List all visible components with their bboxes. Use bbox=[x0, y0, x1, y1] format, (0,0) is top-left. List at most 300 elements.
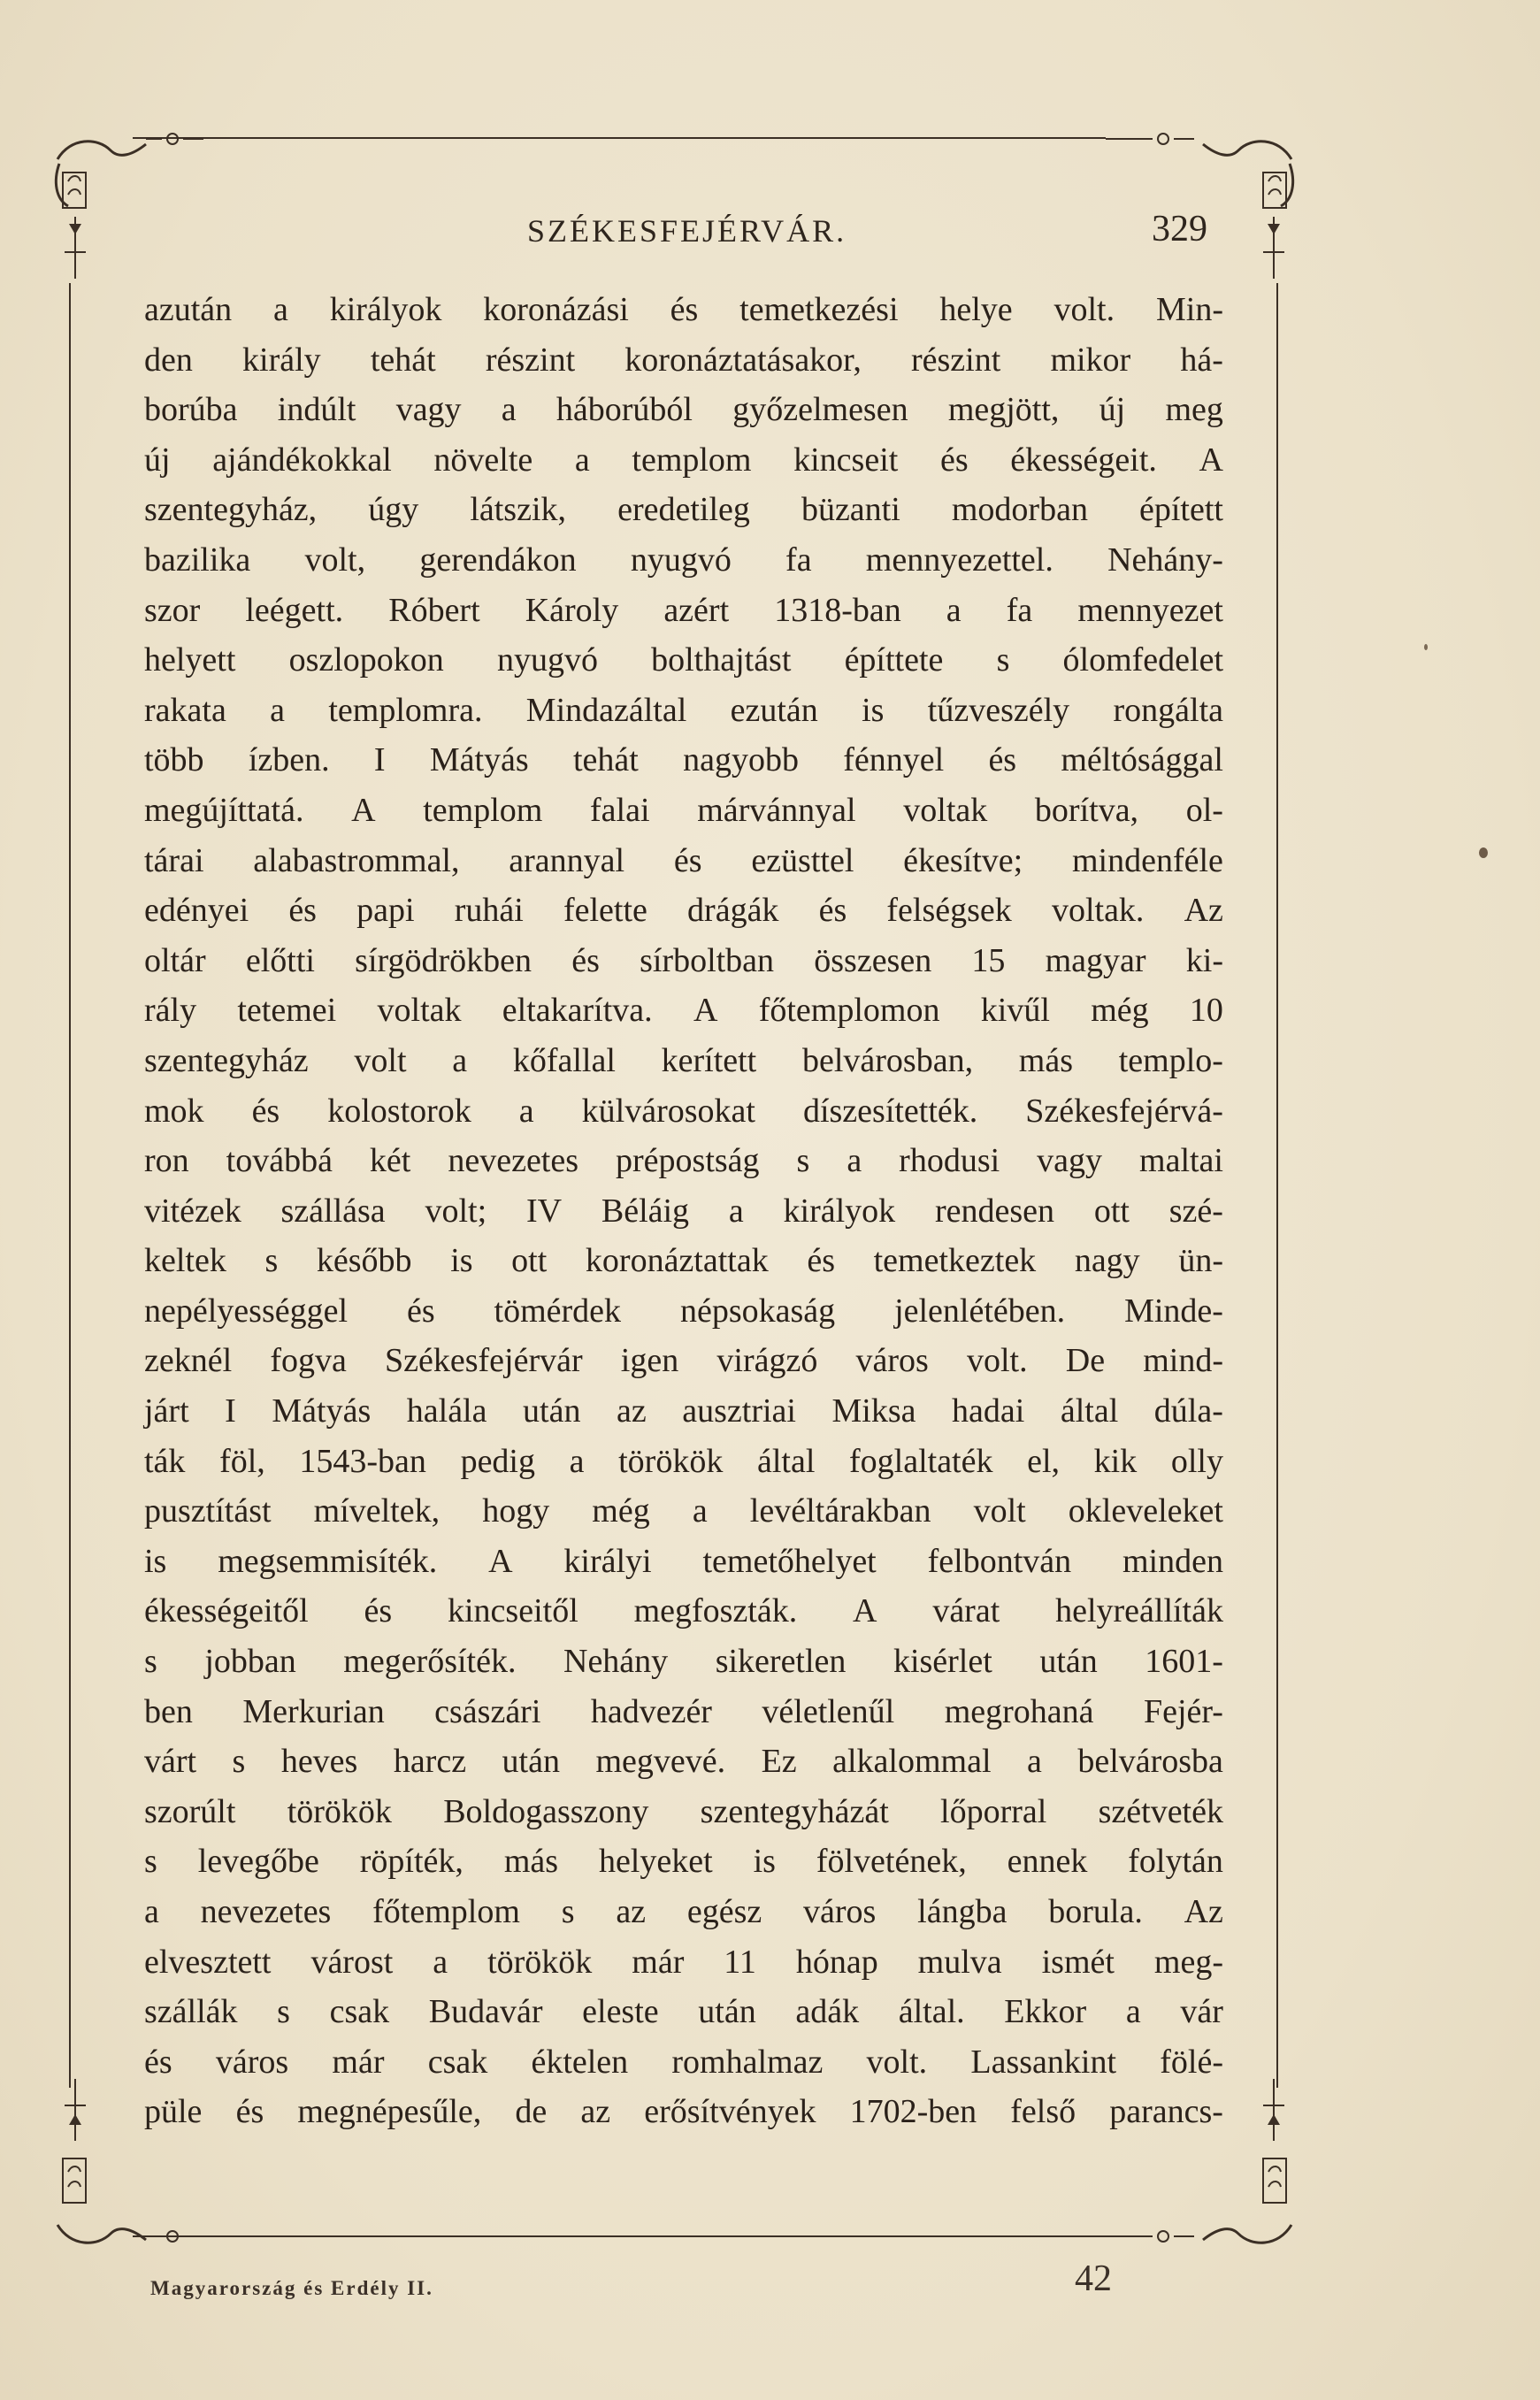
word: főtemplom bbox=[372, 1893, 520, 1930]
word: koronázási bbox=[483, 291, 629, 328]
word: szentegyházát bbox=[700, 1792, 889, 1830]
word: törökök bbox=[618, 1442, 724, 1480]
word: püle bbox=[144, 2093, 203, 2131]
word: több bbox=[144, 741, 204, 779]
word: foglaltaték bbox=[849, 1442, 993, 1480]
word: törökök bbox=[287, 1792, 392, 1830]
text-line bbox=[144, 836, 1223, 886]
word: még bbox=[592, 1492, 650, 1530]
word: a bbox=[847, 1142, 862, 1180]
word: mennyezet bbox=[1077, 591, 1223, 629]
word: rendesen bbox=[934, 1192, 1055, 1230]
word: és bbox=[670, 291, 699, 328]
bottom-rule bbox=[133, 2235, 1106, 2237]
text-line bbox=[144, 1586, 1223, 1637]
word: megvevé. bbox=[595, 1743, 726, 1781]
word: szállása bbox=[280, 1192, 386, 1230]
word: felbontván bbox=[927, 1542, 1072, 1580]
word: a bbox=[728, 1192, 744, 1230]
word: templo- bbox=[1118, 1041, 1223, 1079]
word: Mátyás bbox=[429, 741, 529, 779]
word: A bbox=[1199, 441, 1223, 479]
word: még bbox=[1091, 992, 1149, 1030]
word: fölvetének, bbox=[816, 1843, 967, 1881]
word: és bbox=[807, 1242, 835, 1280]
word: királyok bbox=[329, 291, 442, 328]
word: ezüsttel bbox=[751, 841, 854, 879]
text-line bbox=[144, 985, 1223, 1036]
word: s bbox=[561, 1893, 575, 1930]
word: ékesítve; bbox=[903, 841, 1023, 879]
word: temetkezési bbox=[739, 291, 899, 328]
word: rály bbox=[144, 992, 197, 1030]
word: eltakarítva. bbox=[502, 992, 653, 1030]
word: oltár bbox=[144, 941, 206, 979]
word: felső bbox=[1010, 2093, 1076, 2131]
word: ol- bbox=[1185, 791, 1223, 829]
text-line bbox=[144, 485, 1223, 535]
word: háborúból bbox=[555, 391, 693, 429]
signature-line: Magyarország és Erdély II. bbox=[150, 2277, 433, 2299]
word: ékességeitől bbox=[144, 1592, 309, 1630]
text-line bbox=[144, 2037, 1223, 2088]
word: 15 bbox=[971, 941, 1006, 979]
word: után bbox=[523, 1392, 581, 1430]
word: rongálta bbox=[1113, 691, 1223, 729]
word: ennek bbox=[1007, 1843, 1088, 1881]
word: járt bbox=[144, 1392, 189, 1430]
word: virágzó bbox=[716, 1342, 818, 1380]
word: vár bbox=[1180, 1993, 1223, 2031]
word: Min- bbox=[1155, 291, 1223, 328]
word: kerített bbox=[661, 1041, 757, 1079]
word: há- bbox=[1180, 341, 1223, 379]
text-line bbox=[144, 936, 1223, 986]
word: a bbox=[1125, 1993, 1141, 2031]
word: ausztriai bbox=[682, 1392, 796, 1430]
word: okleveleket bbox=[1068, 1492, 1223, 1530]
word: csak bbox=[329, 1993, 390, 2031]
word: de bbox=[515, 2093, 548, 2131]
text-line bbox=[144, 1737, 1223, 1787]
word: más bbox=[1018, 1041, 1074, 1079]
word: 11 bbox=[724, 1943, 756, 1981]
word: az bbox=[616, 1392, 647, 1430]
word: és bbox=[406, 1292, 435, 1330]
word: a bbox=[270, 691, 286, 729]
word: nagyobb bbox=[683, 741, 799, 779]
word: várt bbox=[144, 1743, 197, 1781]
word: pedig bbox=[460, 1442, 535, 1480]
word: fa bbox=[785, 541, 812, 579]
text-line bbox=[144, 886, 1223, 936]
running-head: SZÉKESFEJÉRVÁR. bbox=[527, 213, 847, 249]
word: dúla- bbox=[1153, 1392, 1223, 1430]
word: voltak. bbox=[1051, 892, 1145, 930]
word: 1543-ban bbox=[299, 1442, 426, 1480]
word: ron bbox=[144, 1142, 189, 1180]
word: már bbox=[332, 2043, 385, 2081]
word: által bbox=[1060, 1392, 1119, 1430]
word: nagy bbox=[1074, 1242, 1140, 1280]
word: Nehány bbox=[563, 1643, 669, 1681]
word: megerősíték. bbox=[343, 1643, 517, 1681]
left-rule bbox=[69, 283, 71, 2088]
word: vagy bbox=[1037, 1142, 1103, 1180]
word: a bbox=[946, 591, 962, 629]
word: ki- bbox=[1185, 941, 1223, 979]
word: mennyezettel. bbox=[865, 541, 1053, 579]
word: den bbox=[144, 341, 193, 379]
word: győzelmesen bbox=[732, 391, 908, 429]
word: fölé- bbox=[1160, 2043, 1223, 2081]
word: által. bbox=[898, 1993, 965, 2031]
word: belvárosban, bbox=[801, 1041, 974, 1079]
word: úgy bbox=[368, 491, 419, 529]
word: kincseit bbox=[793, 441, 899, 479]
word: a bbox=[518, 1092, 534, 1130]
word: fa bbox=[1006, 591, 1033, 629]
word: mindenféle bbox=[1072, 841, 1223, 879]
word: által bbox=[756, 1442, 816, 1480]
word: és bbox=[144, 2043, 172, 2081]
text-line bbox=[144, 285, 1223, 335]
word: nyugvó bbox=[496, 641, 598, 679]
word: temetkeztek bbox=[873, 1242, 1037, 1280]
word: magyar bbox=[1045, 941, 1146, 979]
word: lángba bbox=[917, 1893, 1008, 1930]
word: is bbox=[144, 1542, 167, 1580]
word: eleste bbox=[582, 1993, 659, 2031]
word: Fejér- bbox=[1143, 1692, 1223, 1730]
word: tömérdek bbox=[494, 1292, 622, 1330]
word: helyreállíták bbox=[1055, 1592, 1223, 1630]
word: leégett. bbox=[245, 591, 344, 629]
word: kincseitől bbox=[448, 1592, 578, 1630]
word: kolostorok bbox=[327, 1092, 471, 1130]
word: véletlenűl bbox=[762, 1692, 895, 1730]
word: erősítvények bbox=[644, 2093, 816, 2131]
word: meg bbox=[1165, 391, 1223, 429]
word: szállák bbox=[144, 1993, 238, 2031]
word: Székesfejérvár bbox=[385, 1342, 583, 1380]
word: volt, bbox=[304, 541, 366, 579]
text-line bbox=[144, 1486, 1223, 1537]
page-number: 329 bbox=[1152, 209, 1207, 249]
word: után bbox=[698, 1993, 756, 2031]
word: hónap bbox=[795, 1943, 878, 1981]
word: szorúlt bbox=[144, 1792, 236, 1830]
word: jobban bbox=[204, 1643, 296, 1681]
word: királyok bbox=[783, 1192, 896, 1230]
word: maltai bbox=[1139, 1142, 1223, 1180]
word: más bbox=[503, 1843, 559, 1881]
word: helye bbox=[939, 291, 1013, 328]
word: szentegyház bbox=[144, 1041, 309, 1079]
word: várost bbox=[310, 1943, 394, 1981]
word: a bbox=[569, 1442, 585, 1480]
word: volt bbox=[354, 1041, 407, 1079]
word: hadvezér bbox=[590, 1692, 712, 1730]
word: kisérlet bbox=[893, 1643, 992, 1681]
word: felségsek bbox=[886, 892, 1012, 930]
word: nepélyességgel bbox=[144, 1292, 349, 1330]
word: I bbox=[225, 1392, 236, 1430]
word: röpíték, bbox=[359, 1843, 464, 1881]
word: rhodusi bbox=[899, 1142, 1000, 1180]
word: fénnyel bbox=[843, 741, 945, 779]
word: szentegyház, bbox=[144, 491, 318, 529]
word: mok bbox=[144, 1092, 204, 1130]
word: templom bbox=[632, 441, 752, 479]
word: azután bbox=[144, 291, 233, 328]
word: Merkurian bbox=[242, 1692, 385, 1730]
word: A bbox=[488, 1542, 513, 1580]
word: meg- bbox=[1153, 1943, 1223, 1981]
word: voltak bbox=[377, 992, 462, 1030]
word: a bbox=[452, 1041, 468, 1079]
word: a bbox=[501, 391, 517, 429]
word: jelenlétében. bbox=[894, 1292, 1066, 1330]
word: a bbox=[273, 291, 288, 328]
word: ták bbox=[144, 1442, 186, 1480]
text-line bbox=[144, 1437, 1223, 1487]
word: temetőhelyet bbox=[702, 1542, 877, 1580]
word: harcz bbox=[393, 1743, 467, 1781]
word: után bbox=[502, 1743, 560, 1781]
word: s bbox=[232, 1743, 246, 1781]
word: a bbox=[692, 1492, 708, 1530]
word: felette bbox=[563, 892, 647, 930]
word: Az bbox=[1184, 892, 1223, 930]
word: borula. bbox=[1048, 1893, 1143, 1930]
word: király bbox=[242, 341, 321, 379]
word: sírgödrökben bbox=[355, 941, 532, 979]
word: törökök bbox=[487, 1943, 593, 1981]
word: tetemei bbox=[237, 992, 337, 1030]
word: koronáztatásakor, bbox=[624, 341, 862, 379]
word: templom bbox=[423, 791, 543, 829]
word: 1318-ban bbox=[774, 591, 901, 629]
word: bolthajtást bbox=[651, 641, 792, 679]
word: adák bbox=[795, 1993, 860, 2031]
text-line bbox=[144, 1336, 1223, 1386]
paper-stain bbox=[1424, 644, 1428, 650]
word: épített bbox=[1139, 491, 1223, 529]
right-rule bbox=[1276, 283, 1278, 2088]
word: kik bbox=[1093, 1442, 1138, 1480]
word: összesen bbox=[814, 941, 932, 979]
word: és bbox=[673, 841, 702, 879]
word: Miksa bbox=[831, 1392, 916, 1430]
text-line bbox=[144, 686, 1223, 736]
word: arannyal bbox=[509, 841, 625, 879]
word: alabastrommal, bbox=[253, 841, 460, 879]
body-text bbox=[144, 285, 1223, 2137]
word: hadai bbox=[952, 1392, 1025, 1430]
word: és bbox=[939, 441, 969, 479]
word: volt; bbox=[425, 1192, 487, 1230]
paper-stain bbox=[1479, 847, 1488, 858]
word: ben bbox=[144, 1692, 193, 1730]
word: és bbox=[251, 1092, 280, 1130]
word: éktelen bbox=[531, 2043, 629, 2081]
word: már bbox=[632, 1943, 685, 1981]
word: Ez bbox=[761, 1743, 797, 1781]
word: lőporral bbox=[940, 1792, 1047, 1830]
word: mikor bbox=[1050, 341, 1131, 379]
word: ott bbox=[1093, 1192, 1130, 1230]
word: szor bbox=[144, 591, 201, 629]
word: Mátyás bbox=[272, 1392, 372, 1430]
word: királyi bbox=[563, 1542, 652, 1580]
text-line bbox=[144, 786, 1223, 836]
word: és bbox=[235, 2093, 264, 2131]
word: föl, bbox=[219, 1442, 265, 1480]
word: volt. bbox=[1053, 291, 1115, 328]
word: is bbox=[753, 1843, 776, 1881]
word: igen bbox=[620, 1342, 679, 1380]
word: míveltek, bbox=[313, 1492, 441, 1530]
word: alkalommal bbox=[832, 1743, 992, 1781]
word: halála bbox=[406, 1392, 487, 1430]
word: folytán bbox=[1128, 1843, 1223, 1881]
word: fogva bbox=[270, 1342, 347, 1380]
word: I bbox=[373, 741, 386, 779]
word: sírboltban bbox=[640, 941, 775, 979]
word: vagy bbox=[395, 391, 462, 429]
word: elvesztett bbox=[144, 1943, 272, 1981]
word: nevezetes bbox=[448, 1142, 579, 1180]
word: főtemplomon bbox=[758, 992, 940, 1030]
word: volt bbox=[973, 1492, 1026, 1530]
word: a bbox=[1026, 1743, 1042, 1781]
word: Róbert bbox=[388, 591, 480, 629]
text-line bbox=[144, 1637, 1223, 1687]
word: pusztítást bbox=[144, 1492, 272, 1530]
text-line bbox=[144, 635, 1223, 686]
word: a bbox=[433, 1943, 448, 1981]
word: ólomfedelet bbox=[1062, 641, 1223, 679]
text-line bbox=[144, 335, 1223, 386]
word: A bbox=[351, 791, 376, 829]
text-line bbox=[144, 1537, 1223, 1587]
text-line bbox=[144, 1236, 1223, 1286]
word: voltak bbox=[903, 791, 988, 829]
word: népsokaság bbox=[679, 1292, 836, 1330]
word: látszik, bbox=[470, 491, 567, 529]
word: papi bbox=[356, 892, 415, 930]
word: két bbox=[369, 1142, 411, 1180]
text-line bbox=[144, 2087, 1223, 2137]
word: megújíttatá. bbox=[144, 791, 304, 829]
text-line bbox=[144, 435, 1223, 486]
word: modorban bbox=[951, 491, 1088, 529]
word: levegőbe bbox=[197, 1843, 319, 1881]
word: ajándékokkal bbox=[212, 441, 392, 479]
word: ismét bbox=[1041, 1943, 1115, 1981]
word: vitézek bbox=[144, 1192, 241, 1230]
word: megjött, bbox=[947, 391, 1060, 429]
text-line bbox=[144, 1887, 1223, 1937]
sheet-number: 42 bbox=[1075, 2258, 1112, 2299]
text-line bbox=[144, 1186, 1223, 1237]
word: s bbox=[277, 1993, 290, 2031]
word: méltósággal bbox=[1061, 741, 1223, 779]
word: büzanti bbox=[801, 491, 900, 529]
word: keltek bbox=[144, 1242, 226, 1280]
text-line bbox=[144, 1987, 1223, 2037]
word: új bbox=[1099, 391, 1126, 429]
text-line bbox=[144, 586, 1223, 636]
word: s bbox=[144, 1643, 157, 1681]
word: ízben. bbox=[248, 741, 330, 779]
word: és bbox=[364, 1592, 393, 1630]
word: is bbox=[862, 691, 885, 729]
word: helyett bbox=[144, 641, 236, 679]
word: eredetileg bbox=[617, 491, 750, 529]
word: ezután bbox=[730, 691, 818, 729]
word: ruhái bbox=[454, 892, 524, 930]
word: rakata bbox=[144, 691, 226, 729]
word: kivűl bbox=[980, 992, 1050, 1030]
word: építtete bbox=[844, 641, 944, 679]
word: előtti bbox=[245, 941, 315, 979]
word: Nehány- bbox=[1107, 541, 1223, 579]
word: város bbox=[803, 1893, 877, 1930]
top-rule bbox=[133, 137, 1106, 139]
word: egész bbox=[686, 1893, 762, 1930]
word: a bbox=[574, 441, 590, 479]
word: megnépesűle, bbox=[297, 2093, 482, 2131]
word: templomra. bbox=[328, 691, 483, 729]
word: Károly bbox=[525, 591, 619, 629]
word: s bbox=[144, 1843, 157, 1881]
word: szétveték bbox=[1098, 1792, 1223, 1830]
word: tűzveszély bbox=[927, 691, 1070, 729]
word: tárai bbox=[144, 841, 204, 879]
word: azért bbox=[663, 591, 730, 629]
word: város bbox=[215, 2043, 289, 2081]
word: tehát bbox=[572, 741, 639, 779]
word: császári bbox=[434, 1692, 541, 1730]
word: mulva bbox=[917, 1943, 1002, 1981]
text-line bbox=[144, 1836, 1223, 1887]
word: el, bbox=[1027, 1442, 1061, 1480]
word: mind- bbox=[1143, 1342, 1223, 1380]
word: nevezetes bbox=[200, 1893, 332, 1930]
word: romhalmaz bbox=[671, 2043, 824, 2081]
word: zeknél bbox=[144, 1342, 233, 1380]
text-line bbox=[144, 1687, 1223, 1737]
word: és bbox=[988, 741, 1017, 779]
word: 1702-ben bbox=[849, 2093, 977, 2131]
text-line bbox=[144, 535, 1223, 586]
word: falai bbox=[590, 791, 650, 829]
word: s bbox=[796, 1142, 810, 1180]
word: nyugvó bbox=[630, 541, 732, 579]
word: 10 bbox=[1189, 992, 1223, 1030]
word: később bbox=[316, 1242, 412, 1280]
word: új bbox=[144, 441, 171, 479]
word: szé- bbox=[1168, 1192, 1223, 1230]
word: az bbox=[580, 2093, 611, 2131]
text-line bbox=[144, 1286, 1223, 1337]
word: bazilika bbox=[144, 541, 251, 579]
word: A bbox=[693, 992, 718, 1030]
word: hogy bbox=[482, 1492, 550, 1530]
word: heves bbox=[280, 1743, 358, 1781]
